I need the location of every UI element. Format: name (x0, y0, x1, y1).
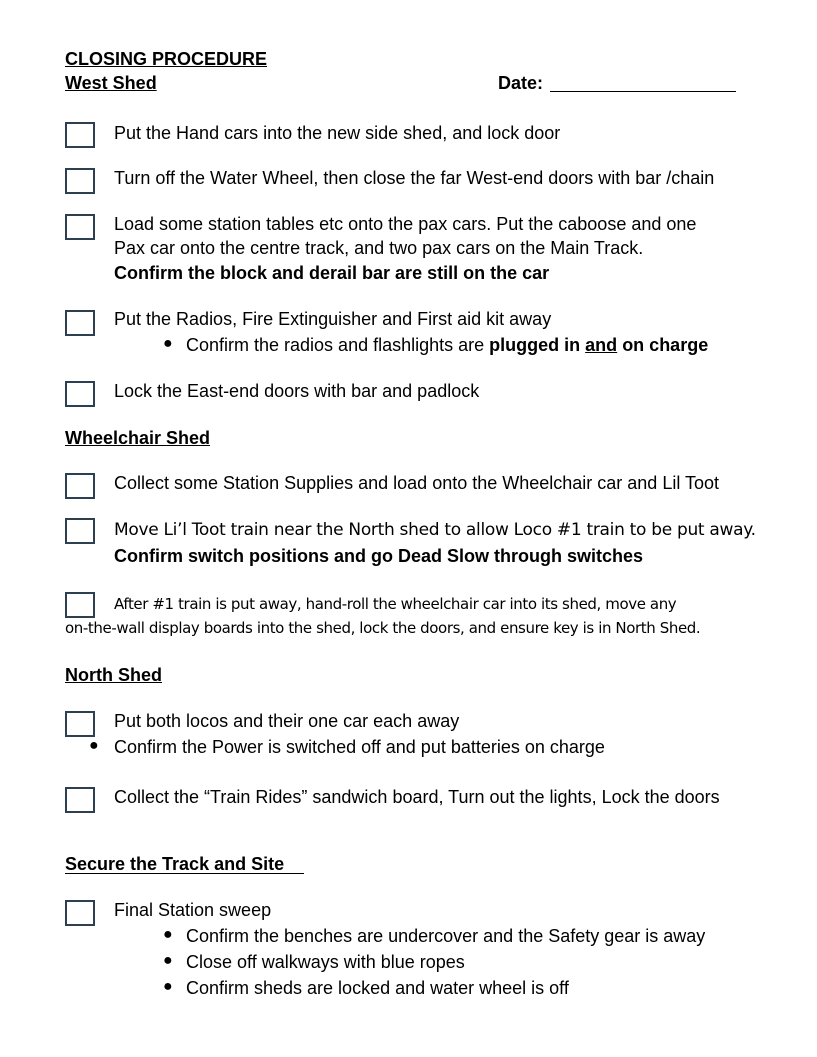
checkbox-east-doors[interactable] (65, 381, 95, 407)
heading-underline (65, 873, 304, 874)
item-east-doors: Lock the East-end doors with bar and padlock (114, 381, 480, 401)
bullet-icon: ● (163, 335, 173, 352)
item-hand-roll-line1: After #1 train is put away, hand-roll the wheelchair car into its shed, move any (114, 595, 677, 613)
checkbox-station-tables[interactable] (65, 214, 95, 240)
item-station-supplies: Collect some Station Supplies and load onto the Wheelchair car and Lil Toot (114, 473, 720, 493)
checkbox-hand-cars[interactable] (65, 122, 95, 148)
item-lil-toot: Move Li’l Toot train near the North shed to allow Loco #1 train to be put away. (114, 520, 756, 540)
item-lil-toot-confirm: Confirm switch positions and go Dead Slow through switches (114, 546, 644, 566)
radios-bullet-plugged: plugged in (489, 335, 581, 355)
item-locos: Put both locos and their one car each away (114, 711, 460, 731)
item-sweep-bullet-sheds: Confirm sheds are locked and water wheel is off (186, 978, 569, 998)
checkbox-sandwich-board[interactable] (65, 787, 95, 813)
section-heading-north-shed: North Shed (65, 665, 162, 685)
checkbox-water-wheel[interactable] (65, 168, 95, 194)
item-station-tables-confirm: Confirm the block and derail bar are still on the car (114, 263, 550, 283)
item-radios: Put the Radios, Fire Extinguisher and First aid kit away (114, 309, 552, 329)
item-radios-bullet (186, 335, 708, 356)
item-sandwich-board: Collect the “Train Rides” sandwich board, Turn out the lights, Lock the doors (114, 787, 720, 807)
item-station-sweep: Final Station sweep (114, 900, 272, 920)
checkbox-radios[interactable] (65, 310, 95, 336)
item-sweep-bullet-benches: Confirm the benches are undercover and the Safety gear is away (186, 926, 706, 946)
radios-bullet-charge: on charge (622, 335, 709, 355)
checkbox-lil-toot[interactable] (65, 518, 95, 544)
bullet-icon: ● (89, 737, 99, 754)
section-heading-wheelchair-shed: Wheelchair Shed (65, 428, 211, 448)
item-hand-roll-line2: on-the-wall display boards into the shed, lock the doors, and ensure key is in North Shed. (65, 619, 701, 637)
item-locos-bullet: Confirm the Power is switched off and put batteries on charge (114, 737, 605, 757)
item-hand-cars: Put the Hand cars into the new side shed, and lock door (114, 123, 561, 143)
item-sweep-bullet-ropes: Close off walkways with blue ropes (186, 952, 465, 972)
item-station-tables-line1: Load some station tables etc onto the pax cars. Put the caboose and one (114, 214, 697, 234)
checkbox-station-sweep[interactable] (65, 900, 95, 926)
checkbox-station-supplies[interactable] (65, 473, 95, 499)
radios-bullet-text: Confirm the radios and flashlights are (186, 335, 490, 355)
checkbox-hand-roll[interactable] (65, 592, 95, 618)
bullet-icon: ● (163, 978, 173, 995)
date-field[interactable] (550, 91, 736, 92)
section-heading-west-shed: West Shed (65, 73, 157, 93)
section-heading-secure: Secure the Track and Site (65, 854, 285, 874)
item-station-tables-line2: Pax car onto the centre track, and two pax cars on the Main Track. (114, 238, 644, 258)
page-title: CLOSING PROCEDURE (65, 49, 268, 69)
item-water-wheel: Turn off the Water Wheel, then close the far West-end doors with bar /chain (114, 168, 715, 188)
bullet-icon: ● (163, 926, 173, 943)
date-label: Date: (498, 73, 544, 93)
checkbox-locos[interactable] (65, 711, 95, 737)
radios-bullet-and: and (585, 335, 618, 355)
bullet-icon: ● (163, 952, 173, 969)
